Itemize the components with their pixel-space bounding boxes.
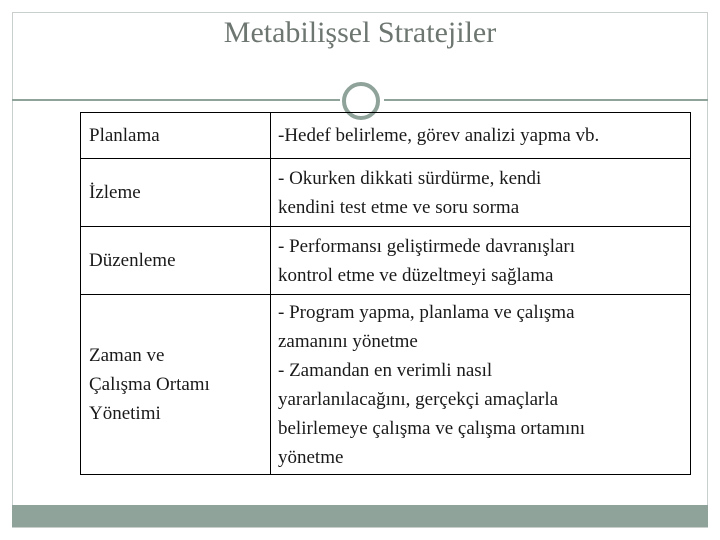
strategy-description-cell bbox=[271, 295, 691, 475]
strategy-name: Düzenleme bbox=[89, 250, 176, 271]
strategies-table bbox=[80, 112, 691, 475]
strategy-description: - Performansı geliştirmede davranışları kontrol etme ve düzeltmeyi sağlama bbox=[278, 235, 576, 286]
strategy-name-cell bbox=[81, 113, 271, 159]
strategy-description: -Hedef belirleme, görev analizi yapma vb. bbox=[278, 125, 600, 146]
strategy-description: - Okurken dikkati sürdürme, kendi kendini test etme ve soru sorma bbox=[278, 167, 542, 218]
strategy-description-cell bbox=[271, 159, 691, 227]
footer-bar bbox=[12, 505, 708, 527]
title-divider-right bbox=[384, 99, 708, 101]
title-divider-left bbox=[12, 99, 340, 101]
strategy-name-cell bbox=[81, 295, 271, 475]
slide-title: Metabilişsel Stratejiler bbox=[223, 16, 497, 49]
table-row bbox=[81, 227, 691, 295]
table-row bbox=[81, 159, 691, 227]
strategy-name: İzleme bbox=[89, 182, 141, 203]
table-row bbox=[81, 295, 691, 475]
strategy-name-cell bbox=[81, 159, 271, 227]
table-row bbox=[81, 113, 691, 159]
strategy-name: Zaman ve Çalışma Ortamı Yönetimi bbox=[89, 345, 210, 424]
strategy-name: Planlama bbox=[89, 125, 160, 146]
strategy-description-cell bbox=[271, 113, 691, 159]
strategy-name-cell bbox=[81, 227, 271, 295]
strategy-description: - Program yapma, planlama ve çalışma zamanını yönetme - Zamandan en verimli nasıl yararlanılacağını, gerçekçi amaçlarla belirlemeye çalışma ve çalışma ortamını yönetme bbox=[278, 301, 586, 468]
strategy-description-cell bbox=[271, 227, 691, 295]
